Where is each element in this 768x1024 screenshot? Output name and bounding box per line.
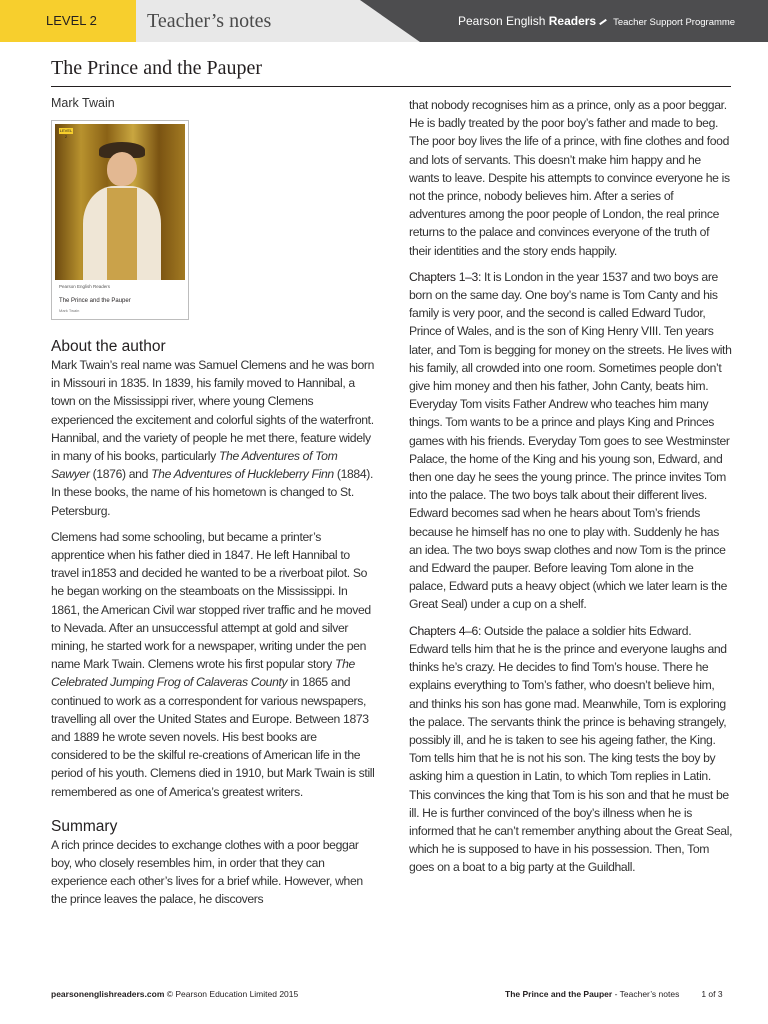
cover-title: The Prince and the Pauper [59,298,131,304]
header-bar [0,0,768,42]
footer-copyright: © Pearson Education Limited 2015 [164,989,299,999]
footer-book-title: The Prince and the Pauper [505,989,613,999]
footer-website-link[interactable]: pearsonenglishreaders.com [51,989,165,999]
footer-right [505,989,723,999]
page-title: The Prince and the Pauper [51,57,263,79]
chapters-1-3-label: Chapters 1–3: [409,269,482,284]
pen-icon [599,19,607,25]
cover-level-badge: LEVEL 2 [59,128,73,139]
footer-left [51,989,298,999]
cover-author: Mark Twain [59,308,80,313]
right-column [409,96,733,877]
left-column [51,96,375,909]
about-paragraph-1: Mark Twain’s real name was Samuel Clemens and he was born in Missouri in 1835. In 1839, his family moved to Hannibal, a town on the Mississippi river, where young Clemens experienced the excitement and colorful sights of the waterfront. Hannibal, and the variety of people he met there, feature widely in many of his books, particularly The Adventures of Tom Sawyer (1876) and The Adventures of Huckleberry Finn (1884). In these books, the name of his hometown is changed to St. Petersburg. [51,358,375,518]
brand-tagline: Teacher Support Programme [613,17,736,28]
author-name: Mark Twain [51,96,115,110]
title-divider [51,86,731,87]
chapters-4-6-paragraph: Chapters 4–6: Outside the palace a soldier hits Edward. Edward tells him that he is the prince and everyone laughs and thinks he’s crazy. He decides to find Tom’s house. There he explains everything to Tom’s father, who doesn’t believe him, and thinks his son has gone mad. Meanwhile, Tom is exploring the palace. The servants think the prince is behaving strangely, possibly ill, and he is taken to see his ageing father, the King. Tom tells him that he is not his son. The king tests the boy by asking him a question in Latin, to which Tom replies in Latin. This convinces the king that Tom is his son and that he must be ill. He is further convinced of the boy’s illness when he is informed that he can’t remember anything about the Great Seal, which he is supposed to have in his possession. Then, Tom goes on a boat to a big party at the Guildhall. [409,623,733,875]
page-number: 1 of 3 [701,989,723,999]
level-badge: LEVEL 2 [0,0,136,42]
header-title: Teacher’s notes [147,10,272,32]
book-cover-image [51,120,189,320]
chapters-1-3-paragraph: Chapters 1–3: It is London in the year 1537 and two boys are born on the same day. One boy’s name is Tom Canty and his family is very poor, and the second is called Edward Tudor, Prince of Wales, and is the son of King Henry VIII. Ten years later, and Tom is begging for money on the streets. He lives with his family, all crowded into one room. Sometimes people don’t give him money and then his father, John Canty, beats him. Everyday Tom visits Father Andrew who teaches him many things. Tom wants to be a prince and plays King and Princes games with his friends. Everyday Tom goes to see Westminster Palace, the home of the King and his young son, Edward, and then one day he sees the young prince. The prince invites Tom into the palace. The two boys talk about their different lives. Edward becomes sad when he hears about Tom’s friends because he himself has no one to play with. Suddenly he has an idea. The two boys swap clothes and now Tom is the prince and Edward the pauper. Before leaving Tom alone in the palace, Edward puts a heavy object (which we later learn is the Great Seal) under a cup on a shelf. [409,269,732,612]
footer-section: - Teacher’s notes [612,989,680,999]
cover-portrait [55,124,185,280]
cover-brand: Pearson English Readers [59,284,111,289]
summary-heading: Summary [51,817,118,835]
summary-paragraph-continued: that nobody recognises him as a prince, only as a poor beggar. He is badly treated by the poor boy’s father and made to beg. The poor boy lives the life of a prince, with fine clothes and food and lots of servants. This doesn’t make him happy and he wants to leave. Despite his attempts to convince everyone he is not the prince, nobody believes him. After a series of adventures among the poor people of London, the real prince returns to the palace and convinces everyone of the truth of their identities and the story ends happily. [409,98,730,258]
brand-prefix: Pearson English [458,14,549,28]
about-paragraph-2: Clemens had some schooling, but became a printer’s apprentice when his father died in 1847. He left Hannibal to travel in1853 and decided he wanted to be a riverboat pilot. So he began working on the steamboats on the Mississippi. In 1861, the American Civil war stopped river traffic and he moved to Nevada. After an unsuccessful attempt at gold and silver mining, he started work for a newspaper, writing under the pen name Mark Twain. Clemens wrote his first popular story The Celebrated Jumping Frog of Calaveras County in 1865 and continued to work as a correspondent for various newspapers, travelling all over the United States and Europe. Between 1873 and 1889 he wrote seven novels. His best books are considered to be the skilful re-creations of American life in the period of his youth. Clemens died in 1910, but Mark Twain is still remembered as one of America’s greatest writers. [51,529,375,799]
about-author-heading: About the author [51,338,166,355]
chapters-4-6-label: Chapters 4–6: [409,623,482,638]
brand-bold: Readers [548,14,597,28]
brand-logo [458,0,735,44]
summary-paragraph-start: A rich prince decides to exchange clothes with a poor beggar boy, who closely resembles him, in order that they can experience each other’s lives for a brief while. However, when the prince leaves the palace, he discovers [51,837,363,907]
